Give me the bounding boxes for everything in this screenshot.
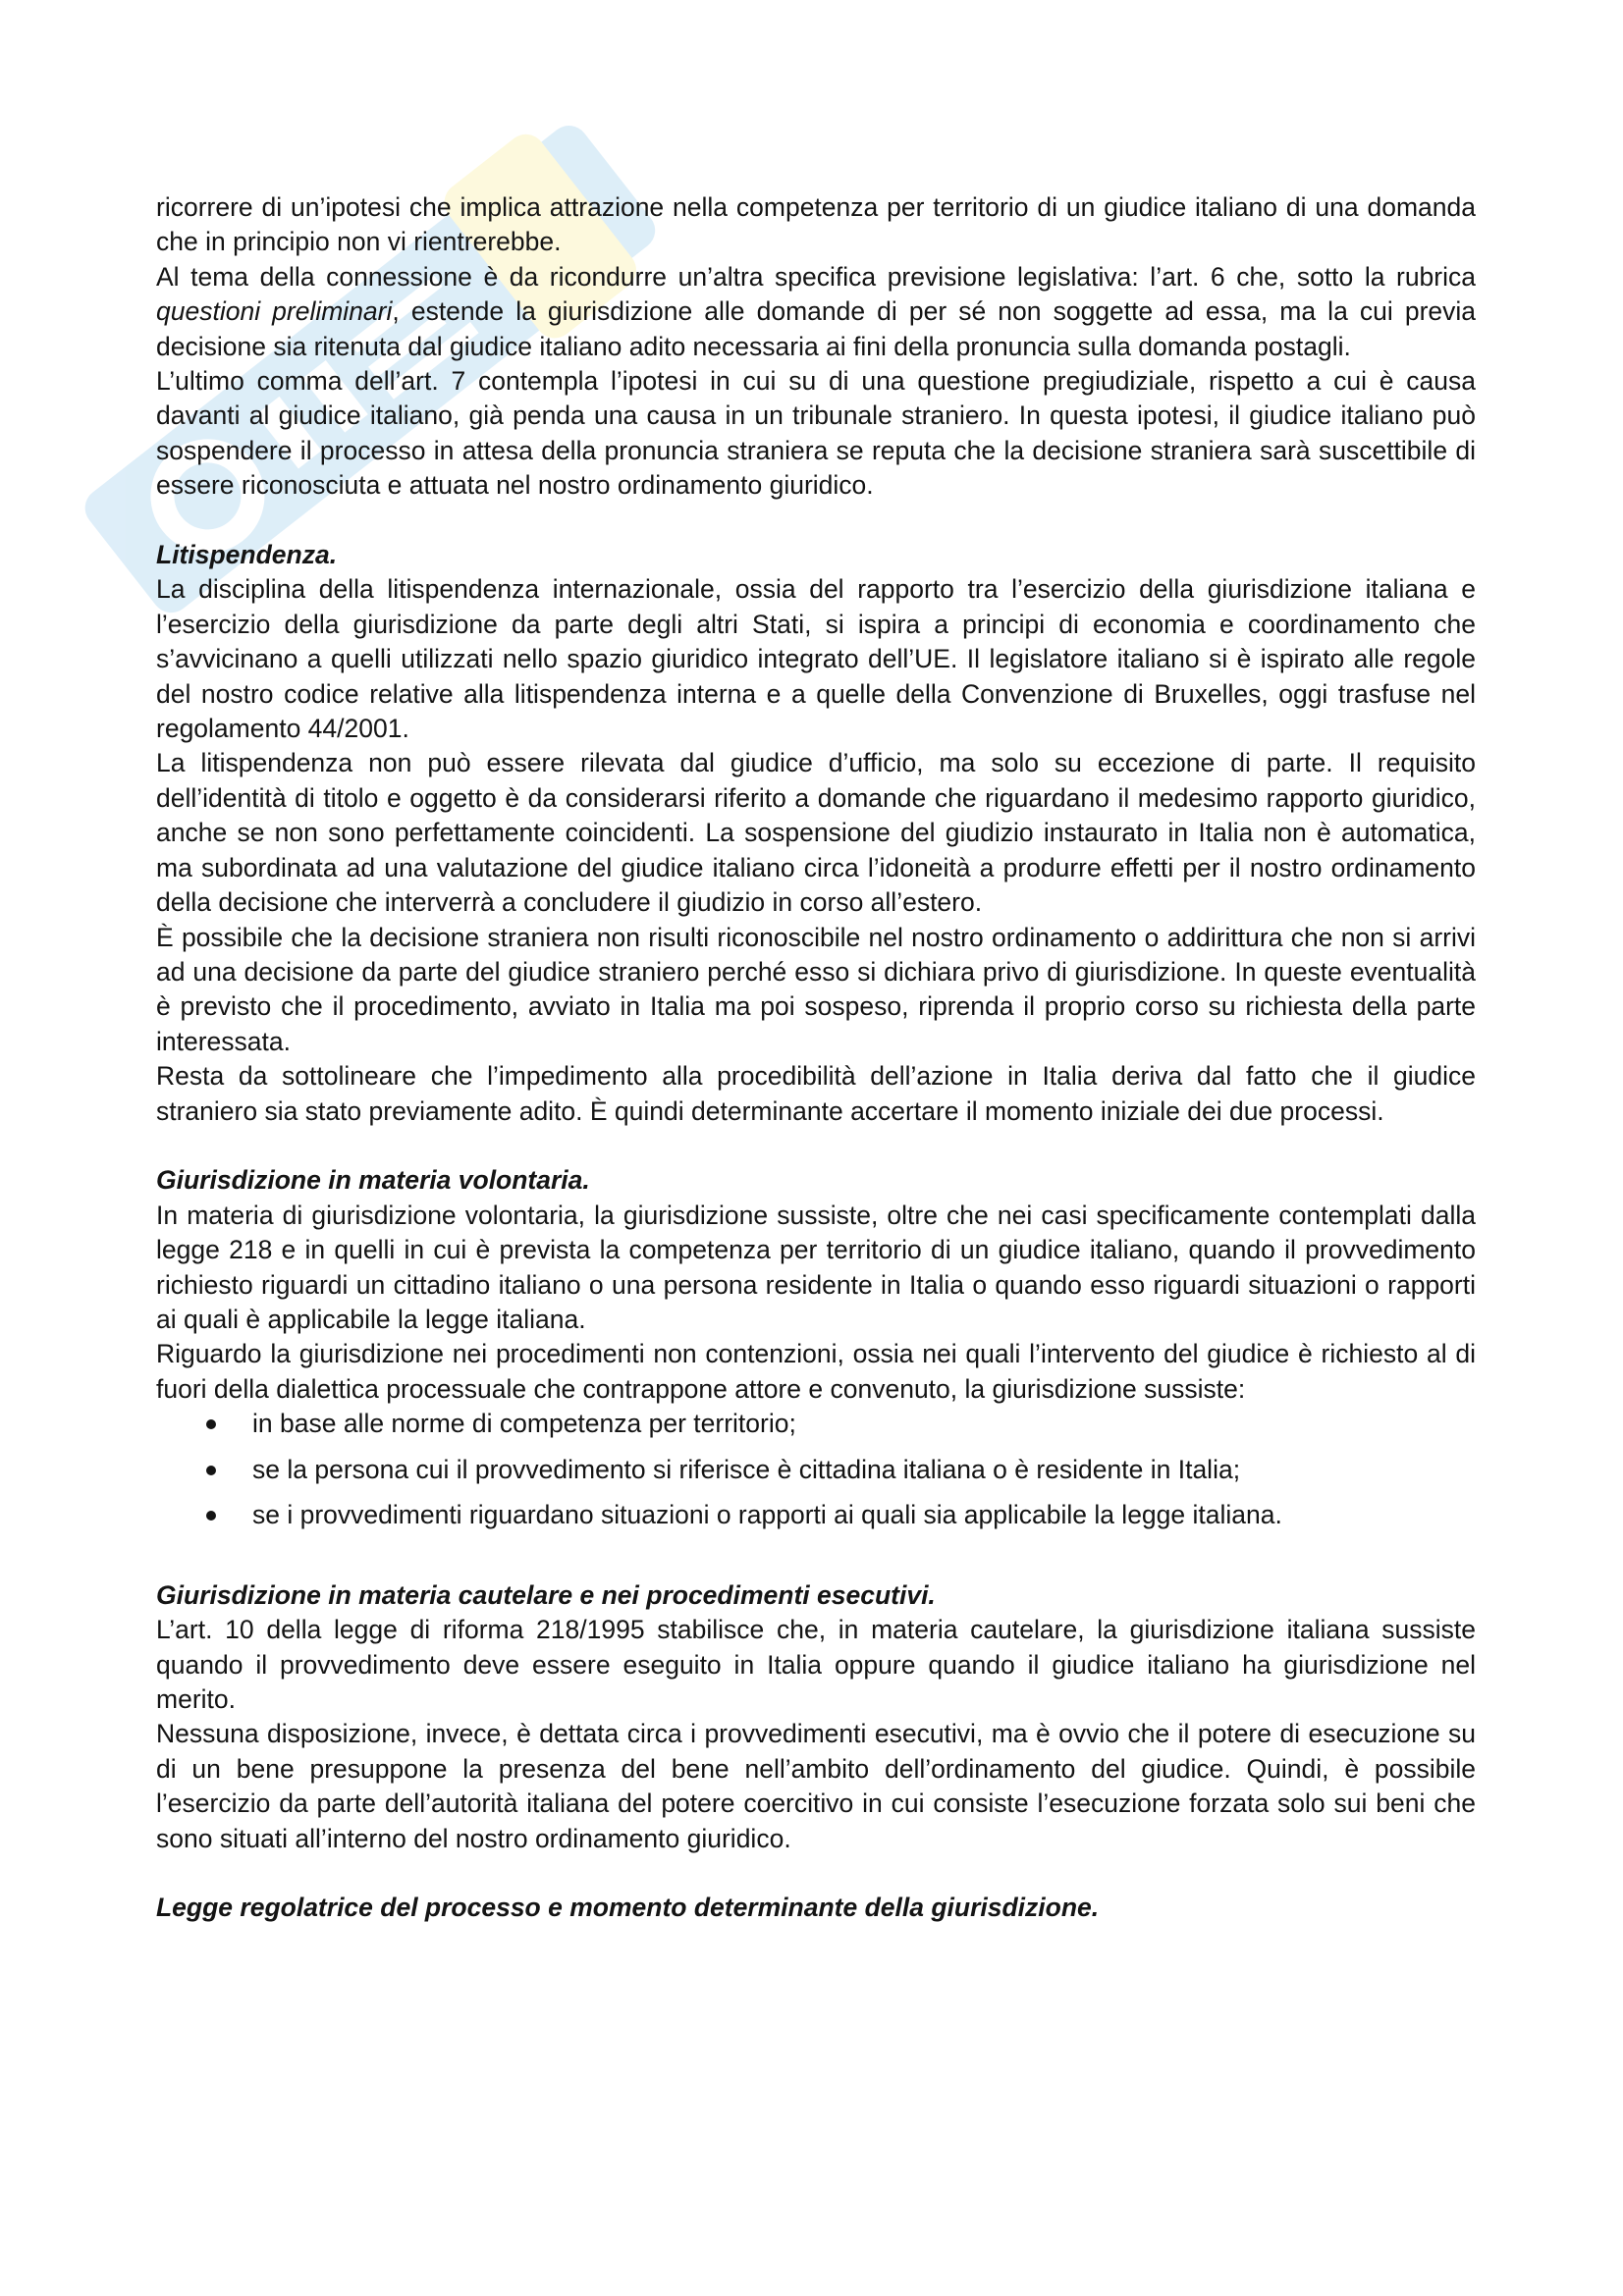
list-item: in base alle norme di competenza per territorio; [252,1407,1476,1441]
paragraph: Resta da sottolineare che l’impedimento alla procedibilità dell’azione in Italia deriva dal fatto che il giudice straniero sia stato previamente adito. È quindi determinante accertare il momento iniziale dei due processi. [156,1061,1476,1126]
bullet-list [156,1407,1476,1532]
paragraph: La disciplina della litispendenza internazionale, ossia del rapporto tra l’esercizio della giurisdizione italiana e l’esercizio della giurisdizione da parte degli altri Stati, si ispira a principi di economia e coordinamento che s’avvicinano a quelli utilizzati nello spazio giuridico integrato dell’UE. Il legislatore italiano si è ispirato alle regole del nostro codice relative alla litispendenza interna e a quelle della Convenzione di Bruxelles, oggi trasfuse nel regolamento 44/2001. [156,574,1476,744]
paragraph: La litispendenza non può essere rilevata dal giudice d’ufficio, ma solo su eccezione di parte. Il requisito dell’identità di titolo e oggetto è da considerarsi riferito a domande che riguardano il medesimo rapporto giuridico, anche se non sono perfettamente coincidenti. La sospensione del giudizio instaurato in Italia non è automatica, ma subordinata ad una valutazione del giudice italiano circa l’idoneità a produrre effetti per il nostro ordinamento della decisione che interverrà a concludere il giudizio in corso all’estero. [156,748,1476,918]
paragraph: ricorrere di un’ipotesi che implica attrazione nella competenza per territorio di un giudice italiano di una domanda che in principio non vi rientrerebbe. [156,192,1476,257]
list-item: se la persona cui il provvedimento si riferisce è cittadina italiana o è residente in Italia; [252,1453,1476,1487]
section-heading: Legge regolatrice del processo e momento determinante della giurisdizione. [156,1893,1100,1923]
list-item: se i provvedimenti riguardano situazioni o rapporti ai quali sia applicabile la legge italiana. [252,1498,1476,1532]
paragraph: Riguardo la giurisdizione nei procedimenti non contenzioni, ossia nei quali l’intervento del giudice è richiesto al di fuori della dialettica processuale che contrappone attore e convenuto, la giurisdizione sussiste: [156,1339,1476,1404]
document-body [156,190,1476,1926]
section-heading: Giurisdizione in materia cautelare e nei procedimenti esecutivi. [156,1579,936,1610]
section-heading: Giurisdizione in materia volontaria. [156,1165,590,1196]
paragraph: Nessuna disposizione, invece, è dettata circa i provvedimenti esecutivi, ma è ovvio che il potere di esecuzione su di un bene presuppone la presenza del bene nell’ambito dell’ordinamento del giudice. Quindi, è possibile l’esercizio da parte dell’autorità italiana del potere coercitivo in cui consiste l’esecuzione forzata solo sui beni che sono situati all’interno del nostro ordinamento giuridico. [156,1719,1476,1853]
section-heading: Litispendenza. [156,540,338,570]
paragraph: L’art. 10 della legge di riforma 218/1995 stabilisce che, in materia cautelare, la giurisdizione italiana sussiste quando il provvedimento deve essere eseguito in Italia oppure quando il giudice italiano ha giurisdizione nel merito. [156,1615,1476,1715]
paragraph: L’ultimo comma dell’art. 7 contempla l’ipotesi in cui su di una questione pregiudiziale, rispetto a cui è causa davanti al giudice italiano, già penda una causa in un tribunale straniero. In questa ipotesi, il giudice italiano può sospendere il processo in attesa della pronuncia straniera se reputa che la decisione straniera sarà suscettibile di essere riconosciuta e attuata nel nostro ordinamento giuridico. [156,366,1476,501]
paragraph: In materia di giurisdizione volontaria, la giurisdizione sussiste, oltre che nei casi specificamente contemplati dalla legge 218 e in quelli in cui è prevista la competenza per territorio di un giudice italiano, quando il provvedimento richiesto riguardi un cittadino italiano o una persona residente in Italia o quando esso riguardi situazioni o rapporti ai quali è applicabile la legge italiana. [156,1200,1476,1334]
paragraph: Al tema della connessione è da ricondurre un’altra specifica previsione legislativa: l’art. 6 che, sotto la rubrica questioni preliminari, estende la giurisdizione alle domande di per sé non soggette ad essa, ma la cui previa decisione sia ritenuta dal giudice italiano adito necessaria ai fini della pronuncia sulla domanda postagli. [156,261,1477,361]
paragraph: È possibile che la decisione straniera non risulti riconoscibile nel nostro ordinamento o addirittura che non si arrivi ad una decisione da parte del giudice straniero perché esso si dichiara privo di giurisdizione. In queste eventualità è previsto che il procedimento, avviato in Italia ma poi sospeso, riprenda il proprio corso su richiesta della parte interessata. [156,922,1476,1056]
